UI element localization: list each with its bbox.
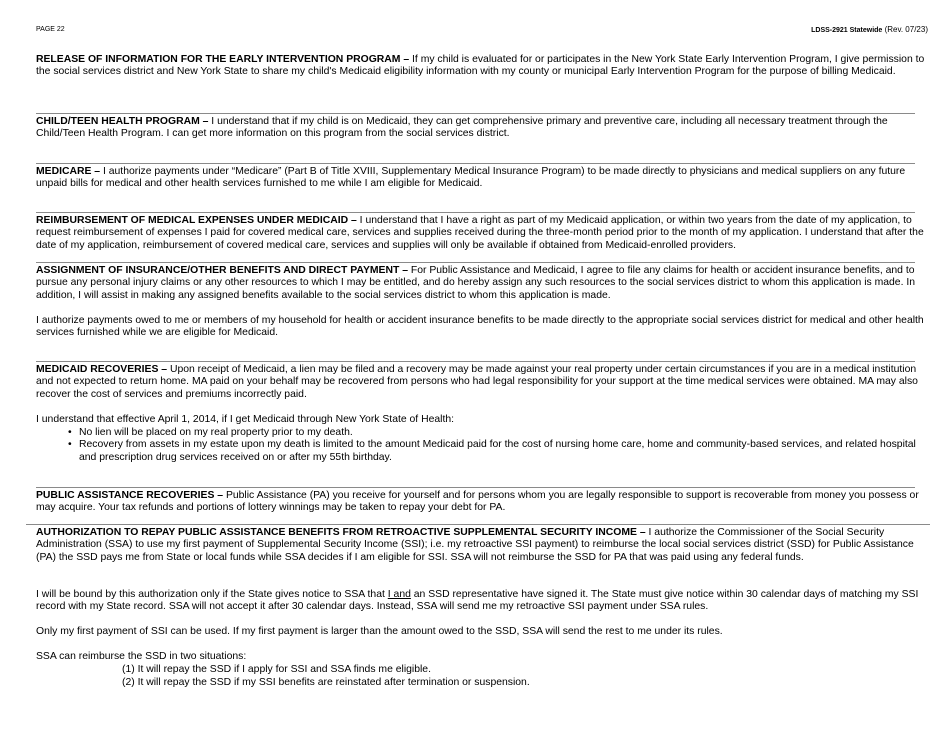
section-body: Public Assistance (PA) you receive for yourself and for persons whom you are legally responsible to support is recoverable from money you possess or may acquire. Your tax refunds and portions of lottery winnings may be taken to repay your debt for PA.	[36, 490, 919, 514]
section-heading: RELEASE OF INFORMATION FOR THE EARLY INTERVENTION PROGRAM –	[36, 54, 410, 65]
ssi-paragraph-4: SSA can reimburse the SSD in two situations:	[36, 651, 247, 662]
section-early-intervention	[36, 54, 928, 79]
section-medicaid-recoveries	[36, 364, 928, 401]
section-divider	[36, 487, 915, 488]
section-heading: PUBLIC ASSISTANCE RECOVERIES –	[36, 490, 224, 501]
section-medicare	[36, 166, 928, 191]
section-divider	[36, 212, 915, 213]
bullet-icon: •	[68, 427, 72, 438]
section-assignment	[36, 265, 928, 302]
ssi-situation-2: (2) It will repay the SSD if my SSI benefits are reinstated after termination or suspension.	[122, 677, 530, 688]
section-divider	[36, 113, 915, 114]
list-item-text: No lien will be placed on my real property prior to my death.	[79, 427, 353, 438]
form-revision: (Rev. 07/23)	[884, 25, 928, 34]
list-item	[36, 439, 928, 464]
section-pa-recoveries	[36, 490, 928, 515]
section-body: I understand that I have a right as part of my Medicaid application, or within two years from the date of my application, to request reimbursement of expenses I paid for covered medical care, services and supplies received during the three-month period prior to the month of my application. I understand that after the date of my application, reimbursement of covered medical care, services and supplies will only be available if obtained from Medicaid-enrolled providers.	[36, 215, 924, 251]
list-item	[36, 427, 928, 439]
section-ssi-authorization	[36, 527, 928, 564]
ssi-paragraph-3: Only my first payment of SSI can be used. If my first payment is larger than the amount owed to the SSD, SSA will send the rest to me under its rules.	[36, 626, 723, 637]
section-body: If my child is evaluated for or participates in the New York State Early Intervention Program, I give permission to the social services district and New York State to share my child's Medicaid eligibility information with my county or municipal Early Intervention Program for the purpose of billing Medicaid.	[36, 54, 925, 78]
form-identifier	[811, 25, 928, 34]
section-body: For Public Assistance and Medicaid, I agree to file any claims for health or accident insurance benefits, and to pursue any personal injury claims or any other resources to which I may be entitled, and do hereby assign any such resources to the social services district to whom this application is made. In addition, I will assist in making any assigned benefits available to the social services district to whom this application is made.	[36, 265, 916, 301]
section-body: Upon receipt of Medicaid, a lien may be filed and a recovery may be made against your real property under certain circumstances if you are in a medical institution and not expected to return home. MA paid on your behalf may be recovered from persons who had legal responsibility for your support at the time medical services were obtained. MA may also recover the cost of services and premiums incorrectly paid.	[36, 364, 918, 400]
section-body: I authorize payments under “Medicare” (Part B of Title XVIII, Supplementary Medical Insurance Program) to be made directly to physicians and medical suppliers on any future unpaid bills for medical and other health services furnished to me while I am eligible for Medicaid.	[36, 166, 906, 190]
page-number: PAGE 22	[36, 26, 65, 33]
ssi-paragraph-2-part-a: I will be bound by this authorization only if the State gives notice to SSA that	[36, 589, 388, 600]
section-body: I understand that if my child is on Medicaid, they can get comprehensive primary and preventive care, including all necessary treatment through the Child/Teen Health Program. I can get more information on this program from the social services district.	[36, 116, 888, 140]
section-divider	[36, 361, 915, 362]
section-heading: REIMBURSEMENT OF MEDICAL EXPENSES UNDER MEDICAID –	[36, 215, 357, 226]
section-heading: MEDICARE –	[36, 166, 101, 177]
list-item-text: Recovery from assets in my estate upon my death is limited to the amount Medicaid paid for the cost of nursing home care, home and community-based services, and related hospital and prescription drug services received on or after my 55th birthday.	[79, 439, 916, 463]
section-body: I authorize the Commissioner of the Social Security Administration (SSA) to use my first payment of Supplemental Security Income (SSI); i.e. my retroactive SSI payment) to reimburse the local social services district (SSD) for Public Assistance (PA) the SSD pays me from State or local funds while SSA decides if I am eligible for SSI. SSA will not reimburse the SSD for PA that was paid using any federal funds.	[36, 527, 914, 563]
section-divider	[26, 524, 930, 525]
section-heading: CHILD/TEEN HEALTH PROGRAM –	[36, 116, 209, 127]
ssi-paragraph-2-part-b: an SSD representative have signed it. The State must give notice within 30 calendar days of matching my SSI record with my State record. SSA will not accept it after 30 calendar days. Instead, SSA will send me my retroactive SSI payment under SSA rules.	[36, 589, 919, 613]
ssi-paragraph-2-underlined: I and	[387, 589, 411, 600]
form-id: LDSS-2921 Statewide	[811, 27, 883, 34]
ssi-paragraph-2	[36, 589, 928, 614]
section-heading: MEDICAID RECOVERIES –	[36, 364, 168, 375]
section-heading: AUTHORIZATION TO REPAY PUBLIC ASSISTANCE BENEFITS FROM RETROACTIVE SUPPLEMENTAL SECURITY INCOME –	[36, 527, 646, 538]
bullet-icon: •	[68, 439, 72, 451]
section-divider	[36, 262, 915, 263]
assignment-paragraph-2: I authorize payments owed to me or members of my household for health or accident insurance benefits to be made directly to the appropriate social services district for medical and other health services furnished while we are eligible for Medicaid.	[36, 315, 924, 339]
section-divider	[36, 163, 915, 164]
recoveries-paragraph-2: I understand that effective April 1, 2014, if I get Medicaid through New York State of Health:	[36, 414, 454, 425]
section-heading: ASSIGNMENT OF INSURANCE/OTHER BENEFITS AND DIRECT PAYMENT –	[36, 265, 408, 276]
ssi-situation-1: (1) It will repay the SSD if I apply for SSI and SSA finds me eligible.	[122, 664, 431, 675]
section-reimbursement	[36, 215, 928, 252]
section-child-teen	[36, 116, 928, 141]
recoveries-bullet-list	[36, 427, 928, 464]
